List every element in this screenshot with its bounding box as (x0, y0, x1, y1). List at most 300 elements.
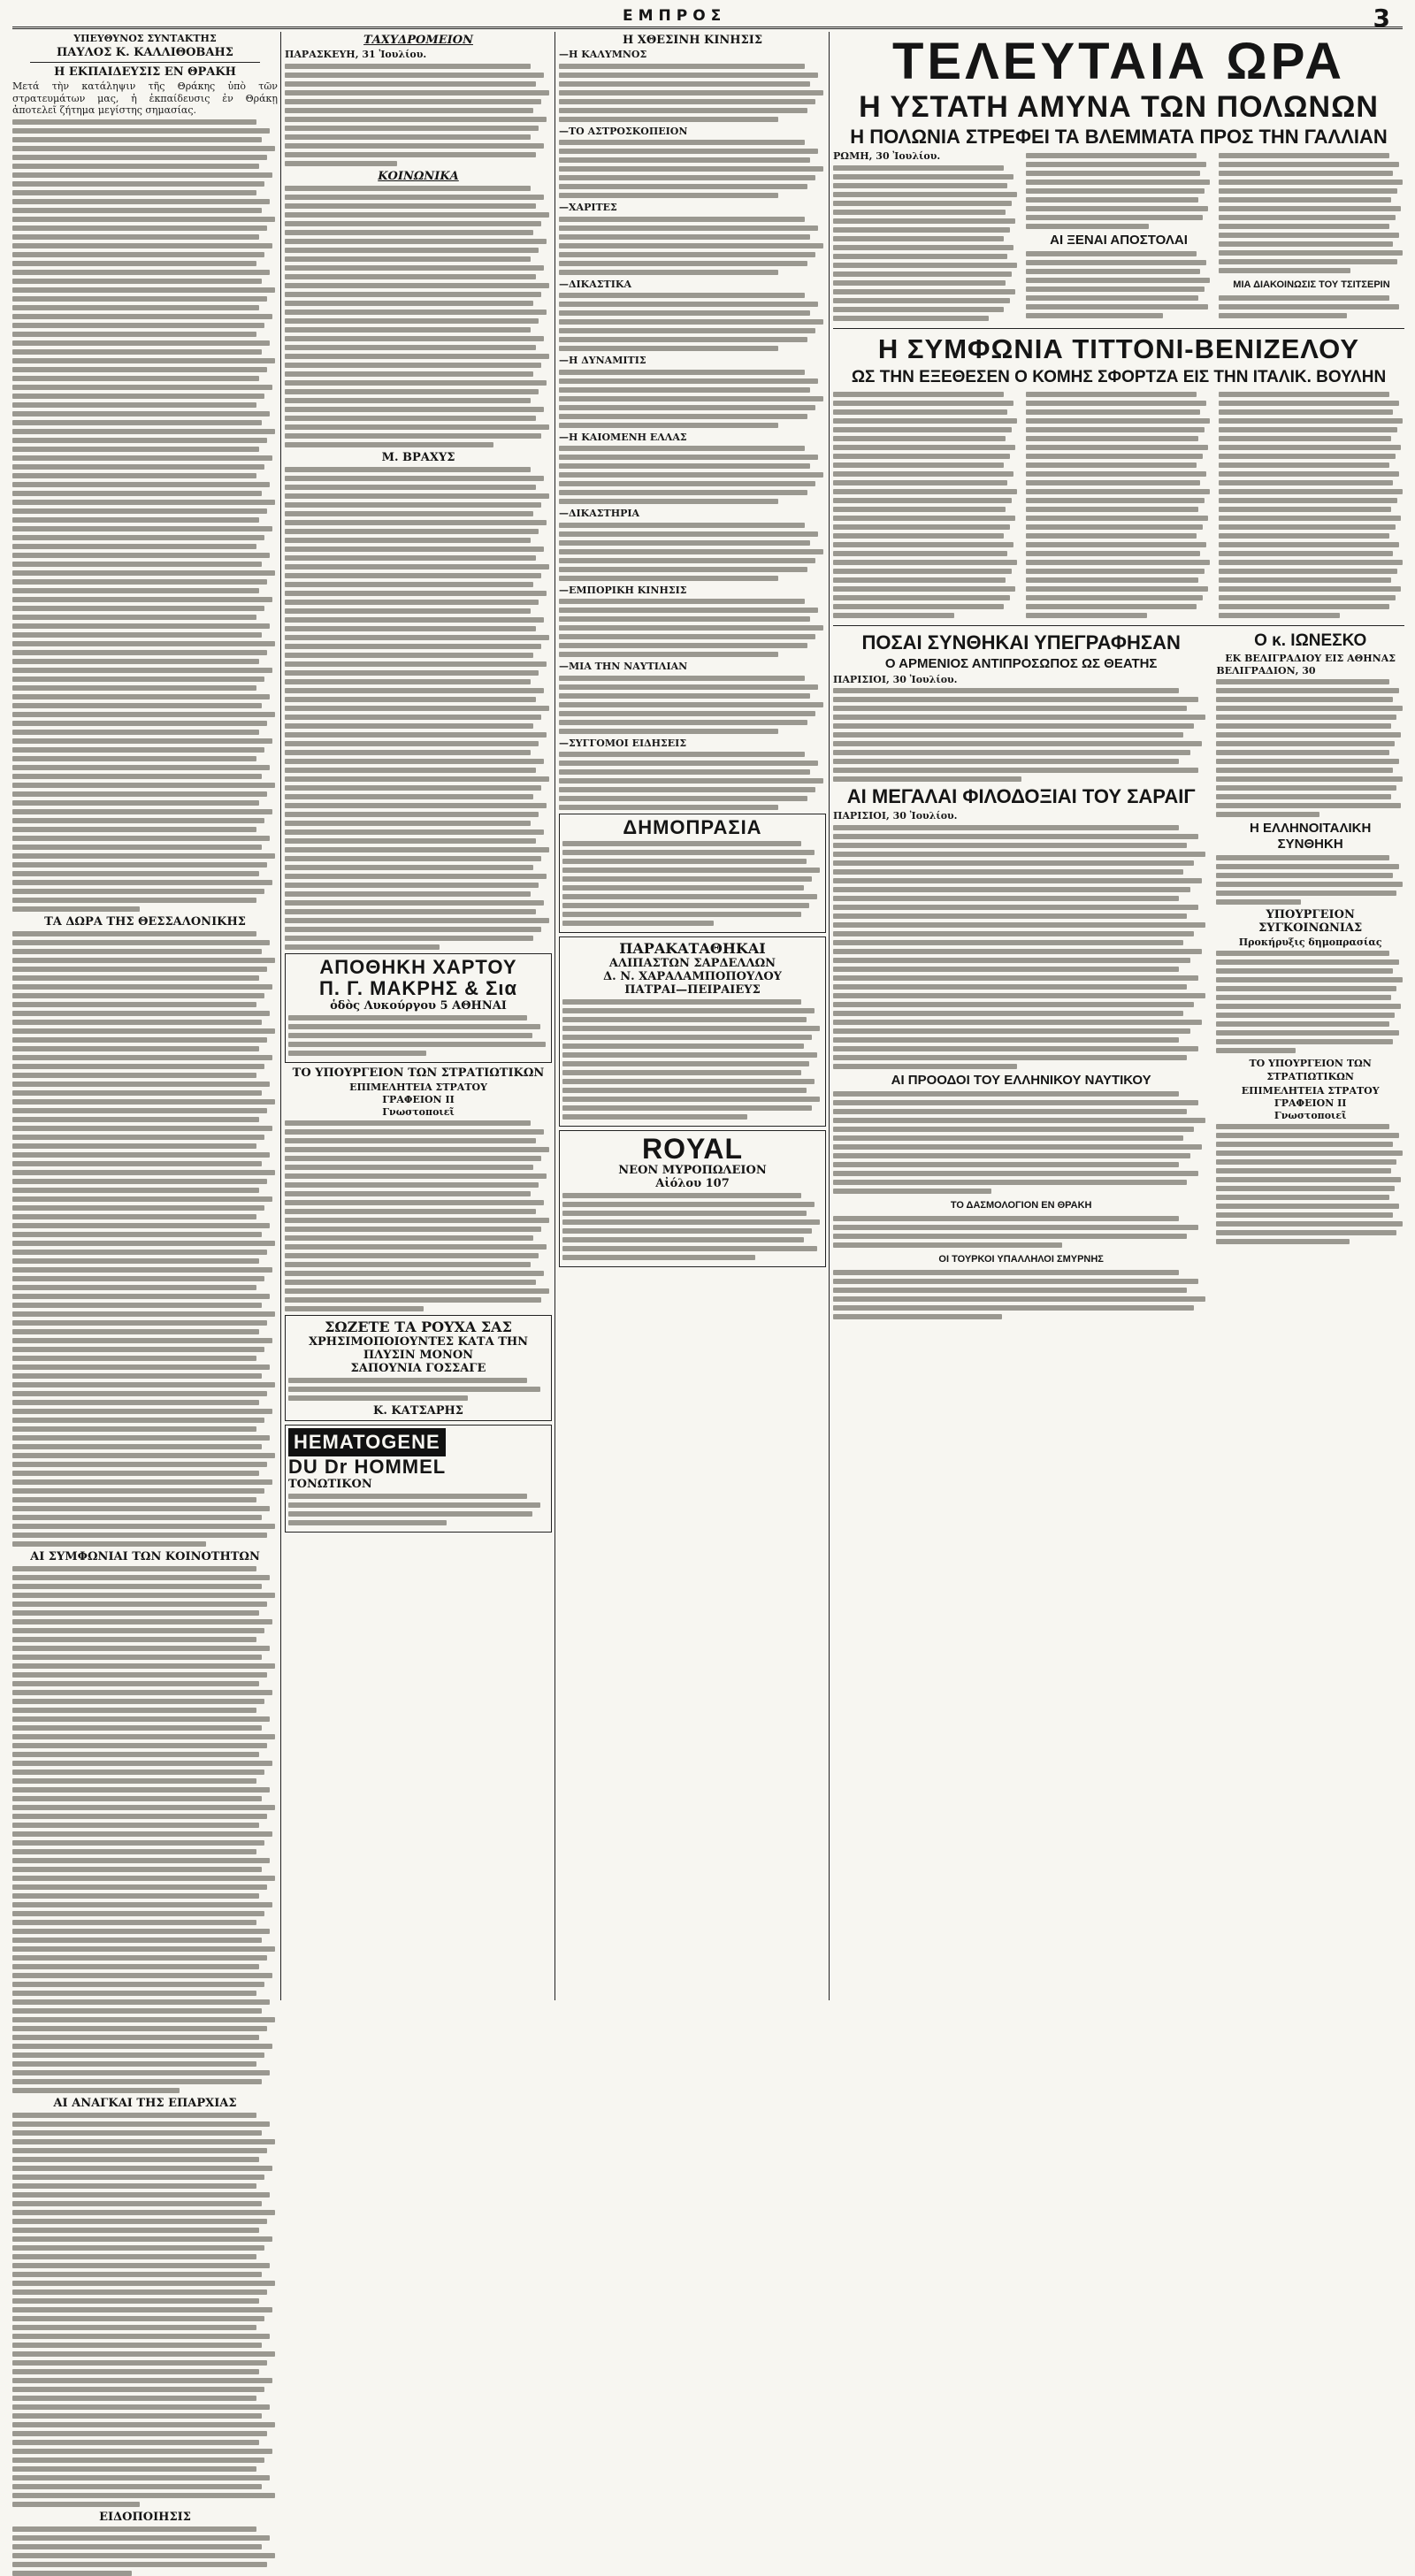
text-line (1026, 498, 1205, 503)
text-line (833, 604, 1004, 609)
text-line (12, 1214, 256, 1219)
text-line (12, 323, 264, 328)
text-line (833, 307, 1004, 312)
text-line (12, 2396, 256, 2401)
text-line (12, 553, 270, 558)
text-line (1219, 436, 1391, 441)
text-line (1216, 759, 1398, 764)
text-line (1219, 462, 1389, 468)
text-line (12, 2088, 180, 2093)
text-line (285, 715, 541, 720)
page-number: 3 (1373, 4, 1390, 33)
text-line (1216, 741, 1395, 746)
text-line (833, 445, 1015, 450)
text-line (559, 337, 807, 342)
text-line (285, 644, 541, 649)
article-body (12, 1566, 278, 2093)
text-line (1219, 250, 1403, 256)
text-line (12, 1610, 259, 1616)
text-line (12, 818, 264, 823)
text-line (285, 829, 544, 835)
text-line (12, 2351, 275, 2357)
ad-company: Δ. Ν. ΧΑΡΑΛΑΜΠΟΠΟΥΛΟΥ (603, 970, 782, 983)
text-line (1219, 206, 1401, 211)
text-line (562, 1211, 807, 1216)
text-line (12, 243, 272, 248)
text-line (12, 1285, 256, 1290)
text-line (833, 922, 1205, 928)
text-line (833, 940, 1183, 945)
text-line (285, 318, 539, 324)
text-line (562, 1114, 747, 1120)
text-line (12, 1964, 259, 1969)
news-item-body (559, 446, 826, 504)
text-line (285, 424, 549, 430)
text-line (1219, 153, 1389, 158)
text-line (833, 878, 1202, 883)
text-line (1026, 613, 1147, 618)
text-line (559, 481, 815, 486)
text-line (288, 1520, 447, 1525)
text-line (12, 2052, 264, 2058)
text-line (12, 2166, 272, 2171)
text-line (285, 371, 533, 377)
text-line (12, 2298, 259, 2304)
text-line (1216, 1177, 1400, 1182)
text-line (12, 1382, 275, 1387)
text-line (12, 570, 275, 576)
text-line (562, 885, 804, 891)
text-line (1026, 542, 1206, 547)
text-line (285, 564, 549, 569)
text-line (285, 538, 531, 543)
text-line (833, 1144, 1202, 1150)
text-line (833, 913, 1187, 919)
section-title: ΑΙ ΣΥΜΦΩΝΙΑΙ ΤΩΝ ΚΟΙΝΟΤΗΤΩΝ (30, 1549, 260, 1563)
text-line (12, 376, 259, 381)
news-item-title: —ΔΙΚΑΣΤΙΚΑ (559, 278, 631, 290)
text-line (559, 796, 807, 801)
text-line (12, 1250, 267, 1255)
text-line (1219, 569, 1397, 574)
text-line (285, 1182, 539, 1188)
section-title: ΑΙ ΑΝΑΓΚΑΙ ΤΗΣ ΕΠΑΡΧΙΑΣ (53, 2096, 237, 2110)
text-line (285, 697, 536, 702)
text-line (12, 1117, 259, 1122)
news-item-body (559, 523, 826, 581)
text-line (12, 1752, 259, 1757)
text-line (12, 217, 275, 222)
text-line (559, 193, 778, 198)
text-line (285, 547, 544, 552)
news-item-body (559, 676, 826, 734)
text-line (1026, 604, 1197, 609)
text-line (12, 931, 256, 936)
text-line (833, 392, 1004, 397)
text-line (285, 64, 531, 69)
text-line (12, 1391, 267, 1396)
text-line (285, 1156, 541, 1161)
text-line (559, 346, 778, 351)
text-line (12, 429, 275, 434)
text-line (559, 463, 810, 469)
text-line (12, 1338, 272, 1343)
text-line (285, 1147, 549, 1152)
subheadline: ΩΣ ΤΗΝ ΕΞΕΘΕΣΕΝ Ο ΚΟΜΗΣ ΣΦΟΡΤΖΑ ΕΙΣ ΤΗΝ ΙΤΑΛΙΚ. ΒΟΥΛΗΝ (851, 367, 1387, 386)
notice-subtitle: ΕΠΙΜΕΛΗΤΕΙΑ ΣΤΡΑΤΟΥ (1241, 1085, 1380, 1097)
text-line (12, 2422, 275, 2427)
text-line (12, 579, 267, 585)
text-line (285, 511, 533, 516)
text-line (1219, 197, 1391, 203)
text-line (833, 1288, 1187, 1293)
text-line (1216, 1212, 1393, 1218)
text-line (1026, 153, 1197, 158)
text-line (833, 869, 1183, 875)
text-line (285, 221, 541, 226)
three-column-article (833, 150, 1404, 325)
text-line (1026, 206, 1208, 211)
news-item-title: —Η ΔΥΝΑΜΙΤΙΣ (559, 355, 646, 366)
column-2 (285, 32, 552, 2002)
text-line (1219, 215, 1396, 220)
text-line (562, 921, 714, 926)
text-line (833, 1037, 1179, 1043)
text-line (12, 1515, 262, 1520)
text-line (833, 1135, 1183, 1141)
text-line (12, 438, 267, 443)
text-line (833, 905, 1198, 910)
text-line (285, 117, 547, 122)
text-line (833, 462, 1004, 468)
text-line (12, 1135, 264, 1140)
text-line (833, 1020, 1202, 1025)
text-line (288, 1494, 527, 1499)
text-line (285, 732, 547, 738)
text-line (285, 239, 547, 244)
text-line (12, 155, 267, 160)
text-line (12, 1320, 267, 1326)
text-line (833, 271, 1012, 277)
divider (833, 625, 1404, 626)
article-body (1026, 251, 1212, 318)
dateline: ΠΑΡΑΣΚΕΥΗ, 31 Ἰουλίου. (285, 49, 427, 60)
text-line (12, 1497, 256, 1502)
text-line (285, 909, 536, 914)
text-line (559, 752, 805, 757)
text-line (12, 1064, 264, 1069)
text-line (285, 1244, 547, 1250)
text-line (12, 2281, 275, 2286)
text-line (12, 2493, 275, 2498)
text-line (12, 1488, 264, 1494)
text-line (562, 1017, 807, 1022)
text-line (12, 208, 262, 213)
advertisement (559, 814, 826, 933)
text-line (12, 2210, 275, 2215)
text-line (12, 1108, 267, 1113)
text-line (285, 874, 547, 879)
text-line (12, 234, 259, 240)
text-line (12, 623, 270, 629)
text-line (562, 1219, 820, 1225)
subheadline: ΕΚ ΒΕΛΙΓΡΑΔΙΟΥ ΕΙΣ ΑΘΗΝΑΣ (1225, 652, 1396, 664)
text-line (833, 427, 1012, 432)
text-line (562, 1008, 815, 1013)
text-line (562, 1052, 817, 1058)
ad-body (562, 1193, 822, 1260)
text-line (12, 2175, 264, 2180)
text-line (1216, 1150, 1403, 1156)
text-line (12, 606, 264, 611)
text-line (12, 809, 272, 814)
text-line (12, 119, 256, 125)
text-line (285, 1129, 544, 1135)
text-line (1026, 445, 1208, 450)
text-line (12, 1267, 272, 1273)
text-line (833, 1314, 1002, 1319)
section-title: ΤΟ ΔΑΣΜΟΛΟΓΙΟΝ ΕΝ ΘΡΑΚΗ (950, 1199, 1092, 1211)
text-line (833, 471, 1013, 477)
text-line (1026, 409, 1200, 415)
text-line (12, 2157, 259, 2162)
headline: Η ΕΛΛΗΝΟΙΤΑΛΙΚΗ ΣΥΝΘΗΚΗ (1250, 821, 1372, 852)
text-line (12, 1099, 275, 1105)
text-line (562, 1070, 801, 1075)
text-line (12, 730, 259, 735)
text-line (12, 783, 275, 788)
text-line (12, 1046, 259, 1051)
text-line (12, 1196, 272, 1202)
text-line (12, 1479, 272, 1485)
text-line (12, 756, 256, 761)
text-line (1026, 260, 1206, 265)
text-line (12, 1681, 259, 1686)
text-line (562, 1246, 817, 1251)
text-line (833, 489, 1017, 494)
text-line (12, 2148, 267, 2153)
text-line (833, 1153, 1190, 1158)
text-line (288, 1395, 468, 1401)
text-line (285, 785, 541, 791)
text-line (12, 958, 275, 963)
text-line (833, 958, 1190, 963)
ad-body (288, 1015, 548, 1056)
section-title: Μ. ΒΡΑΧΥΣ (381, 450, 455, 464)
advertisement (285, 953, 552, 1063)
text-line (1219, 224, 1389, 229)
editor-name: ΠΑΥΛΟΣ Κ. ΚΑΛΛΙΘΟΒΑΗΣ (57, 46, 233, 59)
text-line (559, 805, 778, 810)
text-line (285, 143, 544, 149)
text-line (559, 217, 805, 222)
text-line (285, 626, 536, 631)
text-line (285, 803, 547, 808)
text-line (12, 2289, 267, 2295)
text-line (12, 287, 275, 293)
text-line (1026, 489, 1210, 494)
text-line (562, 859, 807, 864)
text-line (559, 643, 807, 648)
text-line (12, 1920, 256, 1925)
text-line (285, 265, 544, 271)
text-line (12, 1725, 262, 1731)
ad-company: Π. Γ. ΜΑΚΡΗΣ & Σια (319, 976, 517, 999)
text-line (12, 800, 259, 806)
text-line (12, 1205, 264, 1211)
text-line (833, 931, 1194, 936)
two-part-section (833, 630, 1404, 1323)
text-line (1219, 171, 1393, 176)
article-body (833, 1216, 1209, 1248)
text-line (285, 1191, 531, 1196)
text-line (1216, 882, 1403, 887)
text-line (833, 577, 1006, 583)
news-item-body (559, 217, 826, 275)
text-line (562, 1228, 812, 1234)
notice-title: ΤΟ ΥΠΟΥΡΓΕΙΟΝ ΤΩΝ ΣΤΡΑΤΙΩΤΙΚΩΝ (1249, 1058, 1372, 1082)
text-line (833, 569, 1012, 574)
ad-address: ὁδὸς Λυκούργου 5 ΑΘΗΝΑΙ (330, 998, 507, 1013)
text-line (833, 454, 1010, 459)
text-line (1216, 959, 1398, 965)
text-line (285, 600, 539, 605)
ad-body (288, 1494, 548, 1525)
text-line (12, 1347, 264, 1352)
text-line (285, 679, 531, 684)
news-item-title: —ΤΟ ΑΣΤΡΟΣΚΟΠΕΙΟΝ (559, 125, 688, 137)
text-line (559, 378, 818, 384)
text-line (1216, 785, 1396, 791)
text-line (559, 787, 815, 792)
text-line (12, 2079, 262, 2084)
article-body (285, 467, 552, 950)
text-line (12, 650, 267, 655)
text-line (12, 1708, 256, 1713)
text-line (12, 146, 275, 151)
text-line (12, 615, 256, 620)
text-line (562, 1105, 812, 1111)
text-line (833, 1109, 1187, 1114)
section-title: ΚΟΙΝΩΝΙΚΑ (378, 169, 459, 183)
text-line (562, 1026, 820, 1031)
text-line (1216, 776, 1403, 782)
text-line (285, 838, 536, 844)
text-line (12, 940, 270, 945)
text-line (1026, 524, 1203, 530)
article-body (1216, 855, 1404, 905)
text-line (559, 761, 818, 766)
text-line (562, 1237, 804, 1242)
text-line (1216, 715, 1396, 720)
article-body (1219, 392, 1404, 618)
text-line (285, 883, 539, 888)
text-line (12, 2228, 259, 2233)
text-line (285, 274, 536, 279)
text-line (285, 918, 549, 923)
news-item-title: —ΧΑΡΙΤΕΣ (559, 202, 617, 213)
text-line (12, 1453, 275, 1458)
text-line (833, 1234, 1187, 1239)
text-line (1216, 1048, 1295, 1053)
text-line (285, 380, 547, 386)
text-line (1219, 560, 1403, 565)
article-body (12, 931, 278, 1547)
text-line (12, 500, 275, 505)
text-line (562, 1043, 804, 1049)
text-line (559, 540, 810, 546)
headline: ΠΟΣΑΙ ΣΥΝΘΗΚΑΙ ΥΠΕΓΡΑΦΗΣΑΝ (861, 631, 1181, 654)
text-line (12, 1672, 267, 1678)
text-line (285, 256, 531, 262)
text-line (1216, 1013, 1395, 1018)
section-title: ΤΑΧΥΔΡΟΜΕΙΟΝ (363, 34, 473, 47)
text-line (1219, 409, 1393, 415)
text-line (833, 201, 1012, 206)
text-line (12, 1541, 206, 1547)
ad-body (562, 841, 822, 926)
text-line (285, 1138, 536, 1143)
text-line (1216, 864, 1398, 869)
text-line (1219, 613, 1340, 618)
dateline: ΒΕΛΙΓΡΑΔΙΟΝ, 30 (1216, 664, 1316, 676)
text-line (559, 684, 818, 690)
text-line (12, 385, 272, 390)
text-line (12, 1471, 259, 1476)
text-line (1216, 794, 1391, 799)
text-line (559, 599, 805, 604)
text-line (12, 2139, 275, 2144)
text-line (562, 850, 815, 855)
text-line (1219, 551, 1393, 556)
text-line (833, 516, 1015, 521)
text-line (1026, 507, 1198, 512)
text-line (12, 1911, 264, 1916)
news-item-body (559, 64, 826, 122)
article-body (833, 688, 1209, 782)
text-line (285, 776, 549, 782)
section-title: Η ΧΘΕΣΙΝΗ ΚΙΝΗΣΙΣ (622, 34, 763, 47)
text-line (559, 310, 810, 316)
text-line (12, 2044, 272, 2049)
text-line (12, 1593, 275, 1598)
headline: Η ΥΣΤΑΤΗ ΑΜΥΝΑ ΤΩΝ ΠΟΛΩΝΩΝ (859, 90, 1379, 124)
text-line (833, 227, 1010, 233)
text-line (285, 821, 531, 826)
text-line (833, 409, 1007, 415)
text-line (12, 190, 256, 195)
text-line (12, 2544, 262, 2549)
text-line (12, 975, 259, 981)
ad-brand: ROYAL (641, 1133, 744, 1165)
article-body (833, 825, 1209, 1069)
text-line (1026, 197, 1198, 203)
text-line (12, 420, 262, 425)
text-line (562, 1097, 820, 1102)
text-line (1026, 215, 1203, 220)
text-line (12, 597, 272, 602)
text-line (1026, 287, 1205, 292)
text-line (562, 841, 801, 846)
text-line (12, 1982, 264, 1987)
text-line (1216, 750, 1389, 755)
text-line (285, 1218, 549, 1223)
text-line (1026, 392, 1197, 397)
text-line (12, 871, 259, 876)
text-line (12, 2553, 275, 2558)
text-line (285, 555, 536, 561)
text-line (12, 261, 256, 266)
